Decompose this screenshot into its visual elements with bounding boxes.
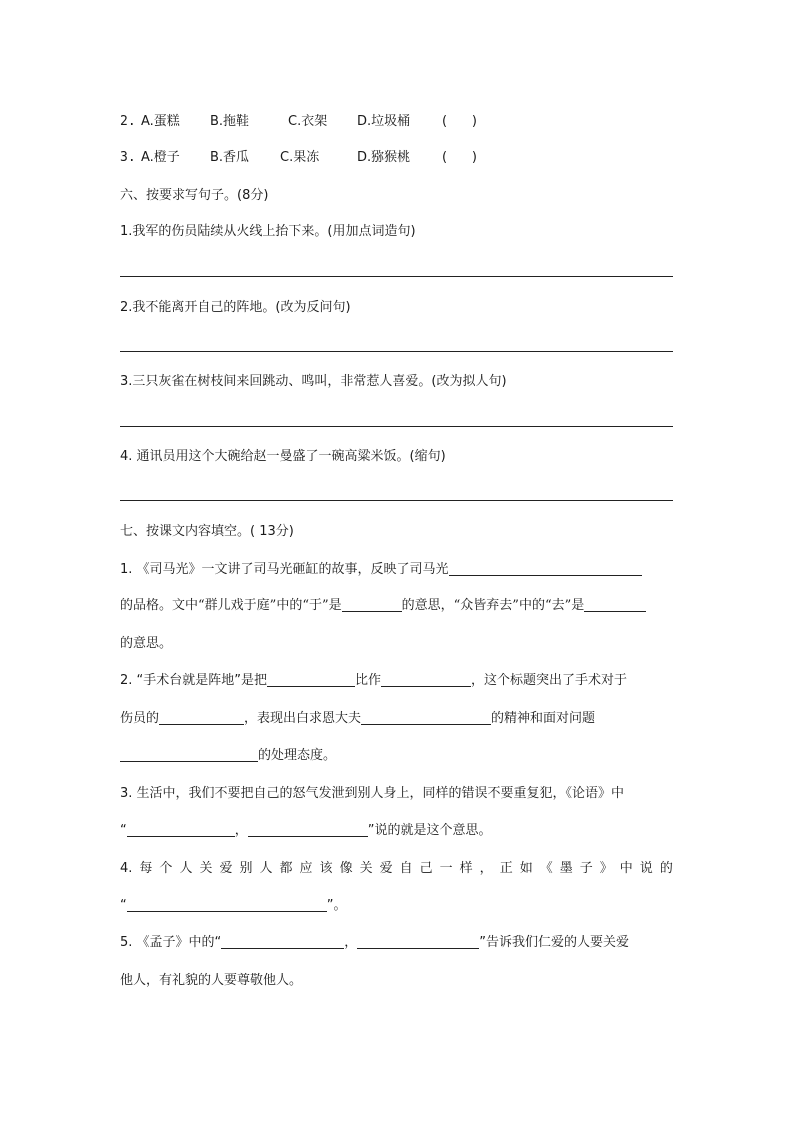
fill-question-line [120,897,347,915]
question-text: 3.三只灰雀在树枝间来回跳动、鸣叫，非常惹人喜爱。(改为拟人句) [120,374,507,389]
question-number: 3. [120,150,136,165]
fill-blank[interactable] [221,934,344,949]
char: 像 [339,861,353,876]
char: 正 [499,861,513,876]
question-text: 的精神和面对问题 [491,711,596,726]
char: 《 [539,861,553,876]
classical-quote: “群儿戏于庭” [198,598,277,613]
char: 子 [579,861,593,876]
fill-question-line [120,672,627,690]
question-text: “ [120,898,127,913]
char: 关 [359,861,373,876]
question-text: 是 [571,598,585,613]
char: 一 [439,861,453,876]
char: 如 [519,861,533,876]
question-text: 1. 《司马光》一文讲了司马光砸缸的故事，反映了司马光 [120,562,449,577]
question-text: 的品格。文中 [120,598,199,613]
question-text: 4. 通讯员用这个大碗给赵一曼盛了一碗高粱米饭。(缩句) [120,449,446,464]
char: 应 [299,861,313,876]
char: 个 [159,861,173,876]
question-text: 他人，有礼貌的人要尊敬他人。 [120,973,303,988]
char: ， [479,861,493,876]
char: 4. [120,861,133,876]
question-text: 中的 [518,598,545,613]
char: 自 [399,861,413,876]
question-text: 3. 生活中，我们不要把自己的怒气发泄到别人身上，同样的错误不要重复犯，《论语》中 [120,786,625,801]
section-heading: 六、按要求写句子。(8分) [120,188,269,203]
section-heading: 七、按课文内容填空。( 13分) [120,524,294,539]
question-text: ，这个标题突出了手术对于 [471,673,628,688]
answer-parentheses[interactable]: ( ) [442,114,477,129]
char: 爱 [219,861,233,876]
classical-quote: “众皆弃去” [453,598,519,613]
fill-question-line [120,747,336,765]
char: 爱 [379,861,393,876]
fill-blank[interactable] [120,747,258,762]
fill-blank[interactable] [342,597,402,612]
question-text: 5. 《孟子》中的“ [120,935,222,950]
char: 人 [259,861,273,876]
question-text: 的处理态度。 [258,748,337,763]
fill-blank[interactable] [381,672,471,687]
char: 人 [179,861,193,876]
char: 该 [319,861,333,876]
fill-blank[interactable] [449,561,642,576]
fill-question-line [120,822,492,840]
option-a: A.蛋糕 [141,114,180,129]
question-number: 2. [120,114,136,129]
char: 说 [639,861,653,876]
question-text: “ [120,823,127,838]
classical-quote: “于” [302,598,329,613]
question-text: 比作 [355,673,382,688]
char: 墨 [559,861,573,876]
classical-quote: “去” [544,598,572,613]
char: 都 [279,861,293,876]
char: 的 [659,861,673,876]
option-c: C.果冻 [280,150,320,165]
char: 》 [599,861,613,876]
answer-line[interactable] [120,276,673,277]
fill-blank[interactable] [357,934,479,949]
question-text: 的意思， [401,598,454,613]
justified-question-line [120,860,673,878]
question-text: ”。 [326,898,347,913]
answer-line[interactable] [120,426,673,427]
fill-blank[interactable] [127,897,327,912]
question-text: ”告诉我们仁爱的人要关爱 [479,935,630,950]
option-c: C.衣架 [288,114,328,129]
fill-question-line [120,561,642,579]
question-text: 1.我军的伤员陆续从火线上抬下来。(用加点词造句) [120,224,416,239]
fill-question-line [120,597,646,615]
fill-blank[interactable] [127,822,235,837]
fill-question-line [120,934,629,952]
fill-blank[interactable] [361,710,491,725]
question-text: 中的 [276,598,303,613]
option-b: B.香瓜 [210,150,250,165]
question-text: 2. “手术台就是阵地”是把 [120,673,268,688]
answer-line[interactable] [120,500,673,501]
option-d: D.垃圾桶 [357,114,411,129]
question-text: ”说的就是这个意思。 [367,823,492,838]
char: 每 [139,861,153,876]
question-text: 伤员的 [120,711,160,726]
char: 关 [199,861,213,876]
question-text: 的意思。 [120,636,173,651]
char: 样 [459,861,473,876]
fill-question-line [120,710,595,728]
fill-blank[interactable] [248,822,368,837]
char: 别 [239,861,253,876]
answer-parentheses[interactable]: ( ) [442,150,477,165]
answer-line[interactable] [120,351,673,352]
question-text: 2.我不能离开自己的阵地。(改为反问句) [120,300,351,315]
question-text: ，表现出白求恩大夫 [244,711,362,726]
question-text: 是 [328,598,342,613]
option-a: A.橙子 [141,150,180,165]
question-text: ， [344,935,358,950]
option-b: B.拖鞋 [210,114,250,129]
char: 己 [419,861,433,876]
question-text: ， [234,823,248,838]
option-d: D.猕猴桃 [357,150,411,165]
fill-blank[interactable] [267,672,355,687]
fill-blank[interactable] [584,597,646,612]
fill-blank[interactable] [159,710,244,725]
char: 中 [619,861,633,876]
